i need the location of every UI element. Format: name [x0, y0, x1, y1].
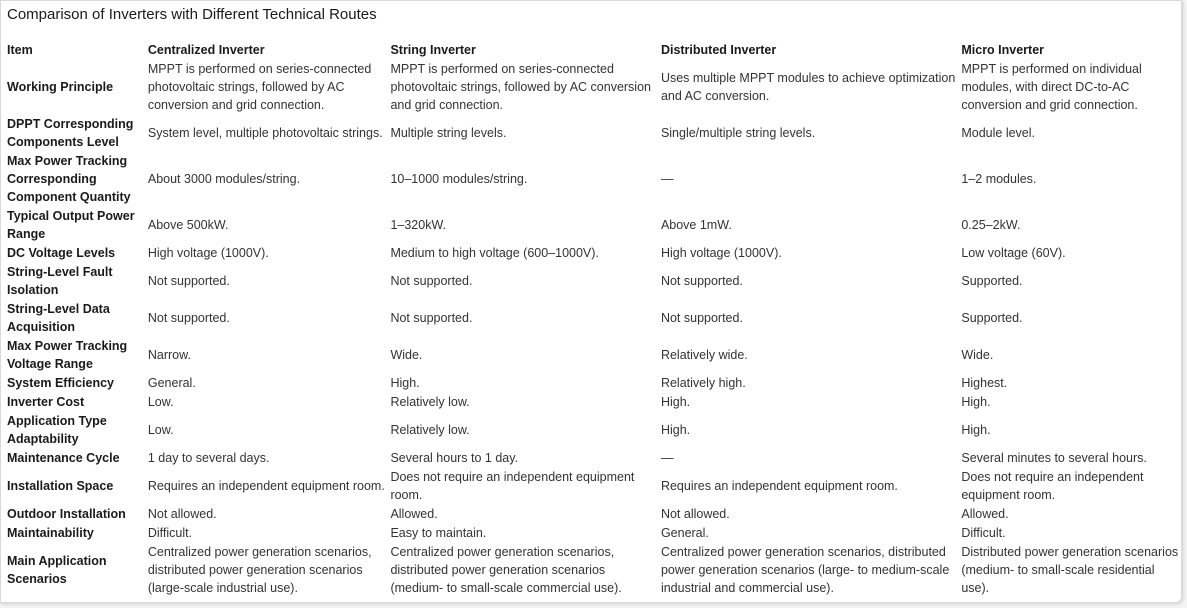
table-body — [7, 59, 1181, 597]
row-header: System Efficiency — [7, 375, 114, 390]
row-header: Maintainability — [7, 525, 94, 540]
table-cell: Low. — [147, 422, 174, 437]
table-cell: Relatively high. — [660, 375, 746, 390]
table-row — [7, 504, 1181, 523]
table-cell: Does not require an independent equipment room. — [961, 469, 1144, 502]
table-cell: Not allowed. — [147, 506, 217, 521]
table-cell: High voltage (1000V). — [147, 245, 269, 260]
table-cell: 1–320kW. — [390, 217, 447, 232]
table-cell: Distributed power generation scenarios (medium- to small-scale residential use). — [961, 544, 1179, 595]
table-row — [7, 299, 1181, 336]
table-cell: Narrow. — [147, 347, 191, 362]
table-row — [7, 114, 1181, 151]
table-cell: Supported. — [961, 310, 1023, 325]
row-header: DC Voltage Levels — [7, 245, 116, 260]
table-cell: High. — [660, 394, 691, 409]
table-cell: MPPT is performed on series-connected photovoltaic strings, followed by AC conversion and grid connection. — [147, 61, 372, 112]
row-header: Maintenance Cycle — [7, 450, 120, 465]
column-header-distributed: Distributed Inverter — [660, 43, 777, 57]
table-cell: 0.25–2kW. — [961, 217, 1021, 232]
table-cell: Not supported. — [660, 273, 743, 288]
table-row — [7, 411, 1181, 448]
table-cell: Not allowed. — [660, 506, 730, 521]
column-header-centralized: Centralized Inverter — [147, 43, 265, 57]
table-header-row — [7, 41, 1181, 59]
table-cell: Wide. — [390, 347, 423, 362]
table-cell: Above 1mW. — [660, 217, 732, 232]
comparison-table — [7, 41, 1181, 597]
table-cell: Not supported. — [390, 273, 473, 288]
table-cell: Several hours to 1 day. — [390, 450, 519, 465]
table-cell: General. — [147, 375, 196, 390]
table-row — [7, 336, 1181, 373]
table-cell: Not supported. — [390, 310, 473, 325]
table-cell: — — [660, 171, 674, 186]
table-cell: Wide. — [961, 347, 994, 362]
table-cell: MPPT is performed on series-connected photovoltaic strings, followed by AC conversion and grid connection. — [390, 61, 651, 112]
table-cell: Requires an independent equipment room. — [660, 478, 898, 493]
table-cell: Not supported. — [660, 310, 743, 325]
table-cell: Above 500kW. — [147, 217, 229, 232]
row-header: Typical Output Power Range — [7, 208, 135, 241]
table-cell: High. — [660, 422, 691, 437]
table-cell: Centralized power generation scenarios, distributed power generation scenarios (medium- to small-scale commercial use). — [390, 544, 622, 595]
row-header: Installation Space — [7, 478, 114, 493]
table-cell: Supported. — [961, 273, 1023, 288]
table-row — [7, 448, 1181, 467]
row-header: Outdoor Installation — [7, 506, 126, 521]
table-cell: Difficult. — [147, 525, 193, 540]
table-cell: High. — [390, 375, 420, 390]
table-cell: Uses multiple MPPT modules to achieve optimization and AC conversion. — [660, 70, 956, 103]
table-cell: Allowed. — [961, 506, 1009, 521]
table-cell: 10–1000 modules/string. — [390, 171, 528, 186]
table-cell: Requires an independent equipment room. — [147, 478, 385, 493]
table-cell: 1–2 modules. — [961, 171, 1037, 186]
table-cell: Difficult. — [961, 525, 1006, 540]
table-row — [7, 206, 1181, 243]
table-cell: High. — [961, 422, 991, 437]
table-cell: 1 day to several days. — [147, 450, 270, 465]
row-header: Max Power Tracking Voltage Range — [7, 338, 128, 371]
table-row — [7, 59, 1181, 114]
row-header: Main Application Scenarios — [7, 553, 107, 586]
row-header: Application Type Adaptability — [7, 413, 107, 446]
table-row — [7, 243, 1181, 262]
table-cell: General. — [660, 525, 709, 540]
row-header: DPPT Corresponding Components Level — [7, 116, 134, 149]
page-title: Comparison of Inverters with Different Technical Routes — [7, 6, 377, 23]
row-header: Working Principle — [7, 79, 114, 94]
table-row — [7, 542, 1181, 597]
table-cell: MPPT is performed on individual modules, with direct DC-to-AC conversion and grid connection. — [961, 61, 1142, 112]
table-cell: High. — [961, 394, 991, 409]
table-row — [7, 392, 1181, 411]
table-cell: About 3000 modules/string. — [147, 171, 301, 186]
table-cell: Relatively wide. — [660, 347, 748, 362]
table-cell: — — [660, 450, 674, 465]
table-row — [7, 151, 1181, 206]
table-cell: Centralized power generation scenarios, distributed power generation scenarios (large- to medium-scale industrial and commercial use). — [660, 544, 950, 595]
table-cell: Low. — [147, 394, 174, 409]
row-header: String-Level Fault Isolation — [7, 264, 113, 297]
table-cell: Medium to high voltage (600–1000V). — [390, 245, 599, 260]
row-header: Max Power Tracking Corresponding Component Quantity — [7, 153, 131, 204]
table-row — [7, 373, 1181, 392]
table-cell: Low voltage (60V). — [961, 245, 1066, 260]
table-cell: Multiple string levels. — [390, 125, 507, 140]
table-cell: Single/multiple string levels. — [660, 125, 816, 140]
row-header: String-Level Data Acquisition — [7, 301, 110, 334]
table-cell: Not supported. — [147, 310, 230, 325]
table-row — [7, 467, 1181, 504]
table-cell: Relatively low. — [390, 394, 470, 409]
table-cell: System level, multiple photovoltaic strings. — [147, 125, 383, 140]
table-cell: Highest. — [961, 375, 1008, 390]
table-cell: Several minutes to several hours. — [961, 450, 1147, 465]
row-header: Inverter Cost — [7, 394, 85, 409]
column-header-item: Item — [7, 43, 33, 57]
table-cell: Centralized power generation scenarios, distributed power generation scenarios (large-scale industrial use). — [147, 544, 372, 595]
table-cell: Not supported. — [147, 273, 230, 288]
column-header-micro: Micro Inverter — [961, 43, 1045, 57]
table-cell: Easy to maintain. — [390, 525, 487, 540]
table-cell: High voltage (1000V). — [660, 245, 782, 260]
table-cell: Relatively low. — [390, 422, 470, 437]
table-cell: Module level. — [961, 125, 1036, 140]
table-cell: Does not require an independent equipment room. — [390, 469, 635, 502]
column-header-string: String Inverter — [390, 43, 476, 57]
table-row — [7, 523, 1181, 542]
table-row — [7, 262, 1181, 299]
table-cell: Allowed. — [390, 506, 438, 521]
